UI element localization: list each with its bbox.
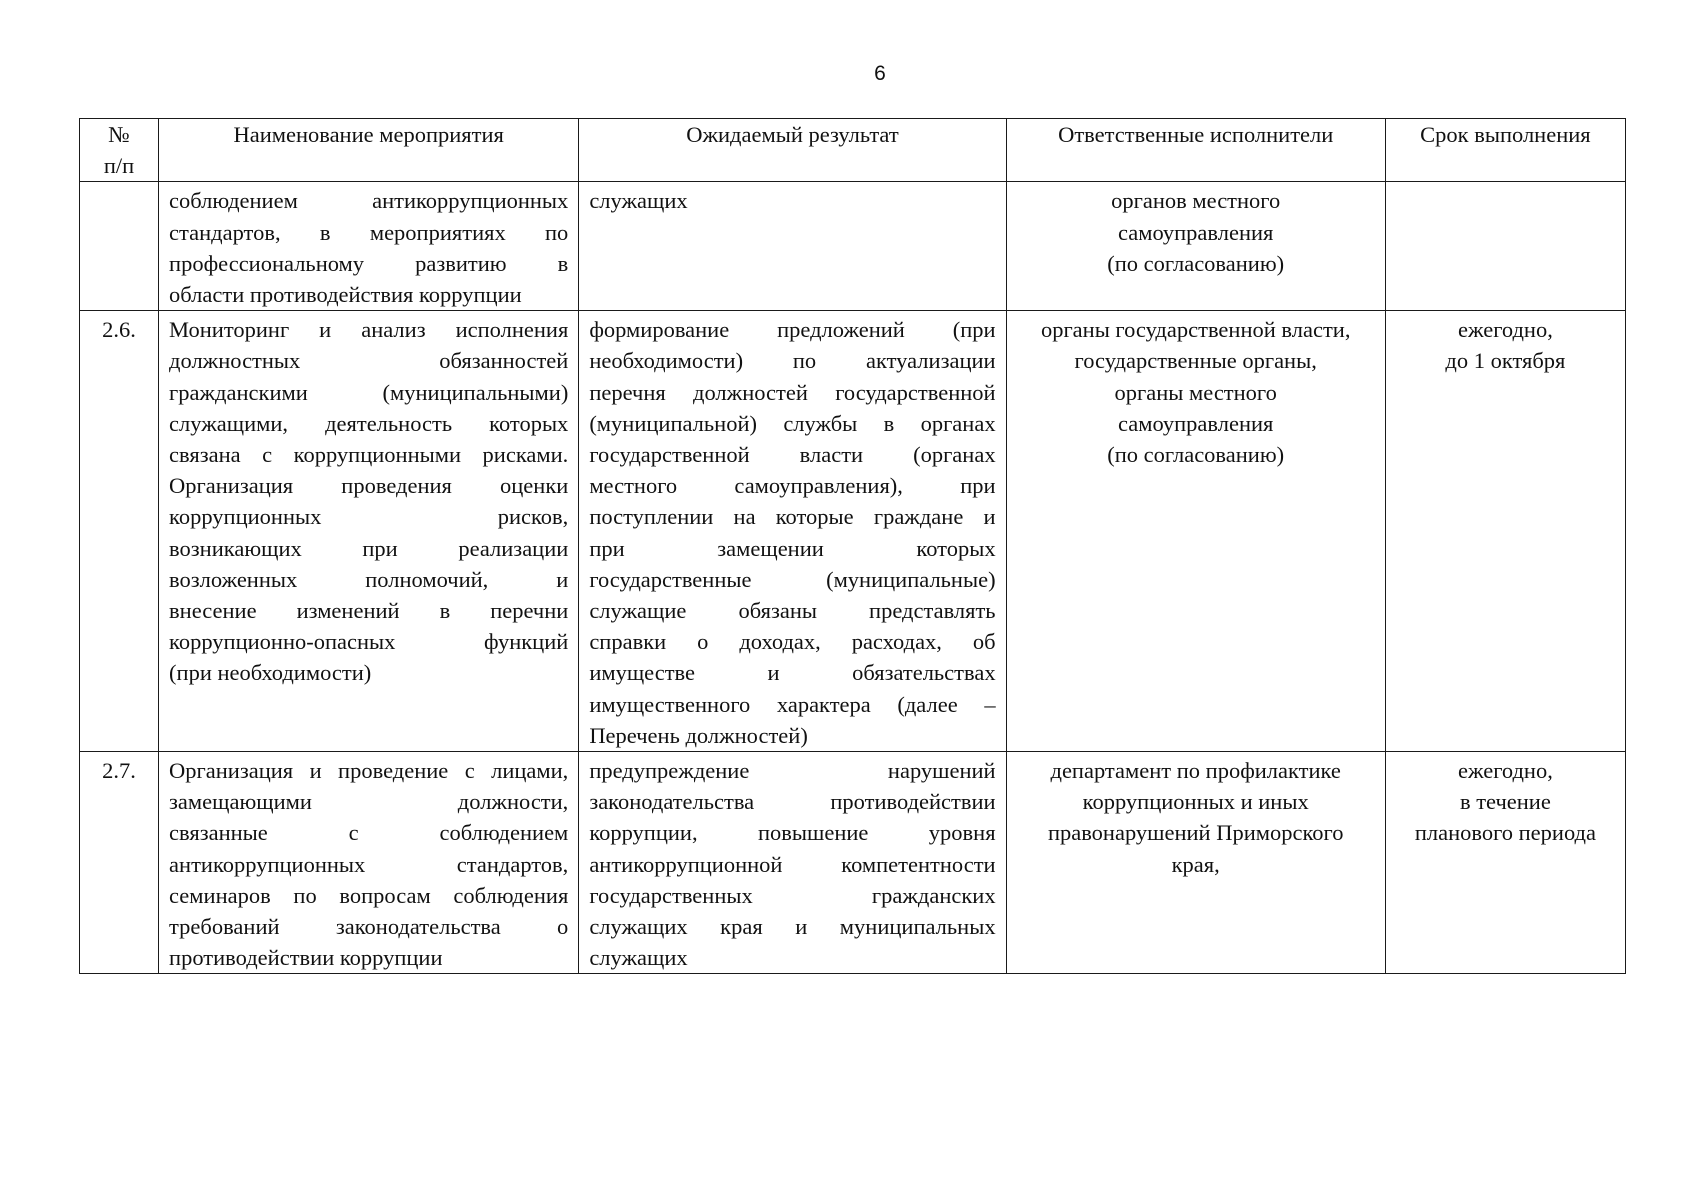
measure-name-line: Организация и проведение с лицами, [169, 758, 569, 784]
expected-result [579, 311, 1006, 752]
measure-name-line: Мониторинг и анализ исполнения [169, 317, 569, 343]
measure-name-line: антикоррупционных стандартов, [169, 851, 569, 877]
expected-result-line: государственной власти (органах [589, 442, 996, 468]
responsible-executors: департамент по профилактике коррупционных и иных правонарушений Приморского края, [1006, 752, 1385, 974]
measure-name-line: возложенных полномочий, и [169, 566, 569, 592]
expected-result-line: Перечень должностей) [589, 722, 808, 748]
expected-result-line: государственные (муниципальные) [589, 566, 996, 592]
header-deadline: Срок выполнения [1385, 119, 1625, 182]
expected-result-line: при замещении которых [589, 535, 996, 561]
measure-name-line: служащими, деятельность которых [169, 410, 569, 436]
measure-name-line: коррупционных рисков, [169, 504, 569, 530]
expected-result-line: служащие обязаны представлять [589, 598, 996, 624]
expected-result-line: имуществе и обязательствах [589, 660, 996, 686]
measure-name-line: профессиональному развитию в [169, 250, 569, 276]
measures-table [79, 118, 1626, 974]
expected-result-line: коррупции, повышение уровня [589, 820, 996, 846]
expected-result-line: служащих [589, 945, 688, 971]
expected-result-line: перечня должностей государственной [589, 379, 996, 405]
expected-result-line: необходимости) по актуализации [589, 348, 996, 374]
deadline [1385, 182, 1625, 311]
expected-result-line: служащих [589, 188, 688, 214]
table-row [80, 182, 1626, 311]
measure-name [159, 752, 579, 974]
expected-result-line: справки о доходах, расходах, об [589, 629, 996, 655]
deadline: ежегодно, до 1 октября [1385, 311, 1625, 752]
row-number: 2.6. [80, 311, 159, 752]
responsible-executors: органов местного самоуправления (по согласованию) [1006, 182, 1385, 311]
measure-name [159, 182, 579, 311]
page-number: 6 [874, 62, 886, 85]
measure-name-line: внесение изменений в перечни [169, 598, 569, 624]
measure-name-line: семинаров по вопросам соблюдения [169, 882, 569, 908]
measure-name-line: коррупционно-опасных функций [169, 629, 569, 655]
header-measure-name: Наименование мероприятия [159, 119, 579, 182]
measure-name-line: связана с коррупционными рисками. [169, 442, 569, 468]
measure-name-line: противодействии коррупции [169, 945, 443, 971]
expected-result-line: поступлении на которые граждане и [589, 504, 996, 530]
row-number [80, 182, 159, 311]
measure-name-line: замещающими должности, [169, 789, 569, 815]
table-row [80, 752, 1626, 974]
expected-result-line: формирование предложений (при [589, 317, 996, 343]
measure-name-line: связанные с соблюдением [169, 820, 569, 846]
measure-name-line: Организация проведения оценки [169, 473, 569, 499]
header-row [80, 119, 1626, 182]
expected-result-line: государственных гражданских [589, 882, 996, 908]
measure-name-line: возникающих при реализации [169, 535, 569, 561]
expected-result-line: имущественного характера (далее – [589, 691, 996, 717]
expected-result-line: (муниципальной) службы в органах [589, 410, 996, 436]
measure-name-line: гражданскими (муниципальными) [169, 379, 569, 405]
deadline: ежегодно, в течение планового периода [1385, 752, 1625, 974]
measure-name-line: требований законодательства о [169, 914, 569, 940]
row-number: 2.7. [80, 752, 159, 974]
expected-result [579, 182, 1006, 311]
measure-name-line: соблюдением антикоррупционных [169, 188, 569, 214]
measure-name-line: стандартов, в мероприятиях по [169, 219, 569, 245]
expected-result-line: служащих края и муниципальных [589, 914, 996, 940]
header-responsible: Ответственные исполнители [1006, 119, 1385, 182]
expected-result-line: местного самоуправления), при [589, 473, 996, 499]
expected-result-line: антикоррупционной компетентности [589, 851, 996, 877]
measure-name-line: (при необходимости) [169, 660, 372, 686]
header-expected-result: Ожидаемый результат [579, 119, 1006, 182]
table-header [80, 119, 1626, 182]
expected-result-line: законодательства противодействии [589, 789, 996, 815]
expected-result-line: предупреждение нарушений [589, 758, 996, 784]
measure-name-line: области противодействия коррупции [169, 282, 522, 308]
measure-name-line: должностных обязанностей [169, 348, 569, 374]
responsible-executors: органы государственной власти, государственные органы, органы местного самоуправления (по согласованию) [1006, 311, 1385, 752]
table-body [80, 182, 1626, 974]
header-number: № п/п [80, 119, 159, 182]
measure-name [159, 311, 579, 752]
expected-result [579, 752, 1006, 974]
table-row [80, 311, 1626, 752]
